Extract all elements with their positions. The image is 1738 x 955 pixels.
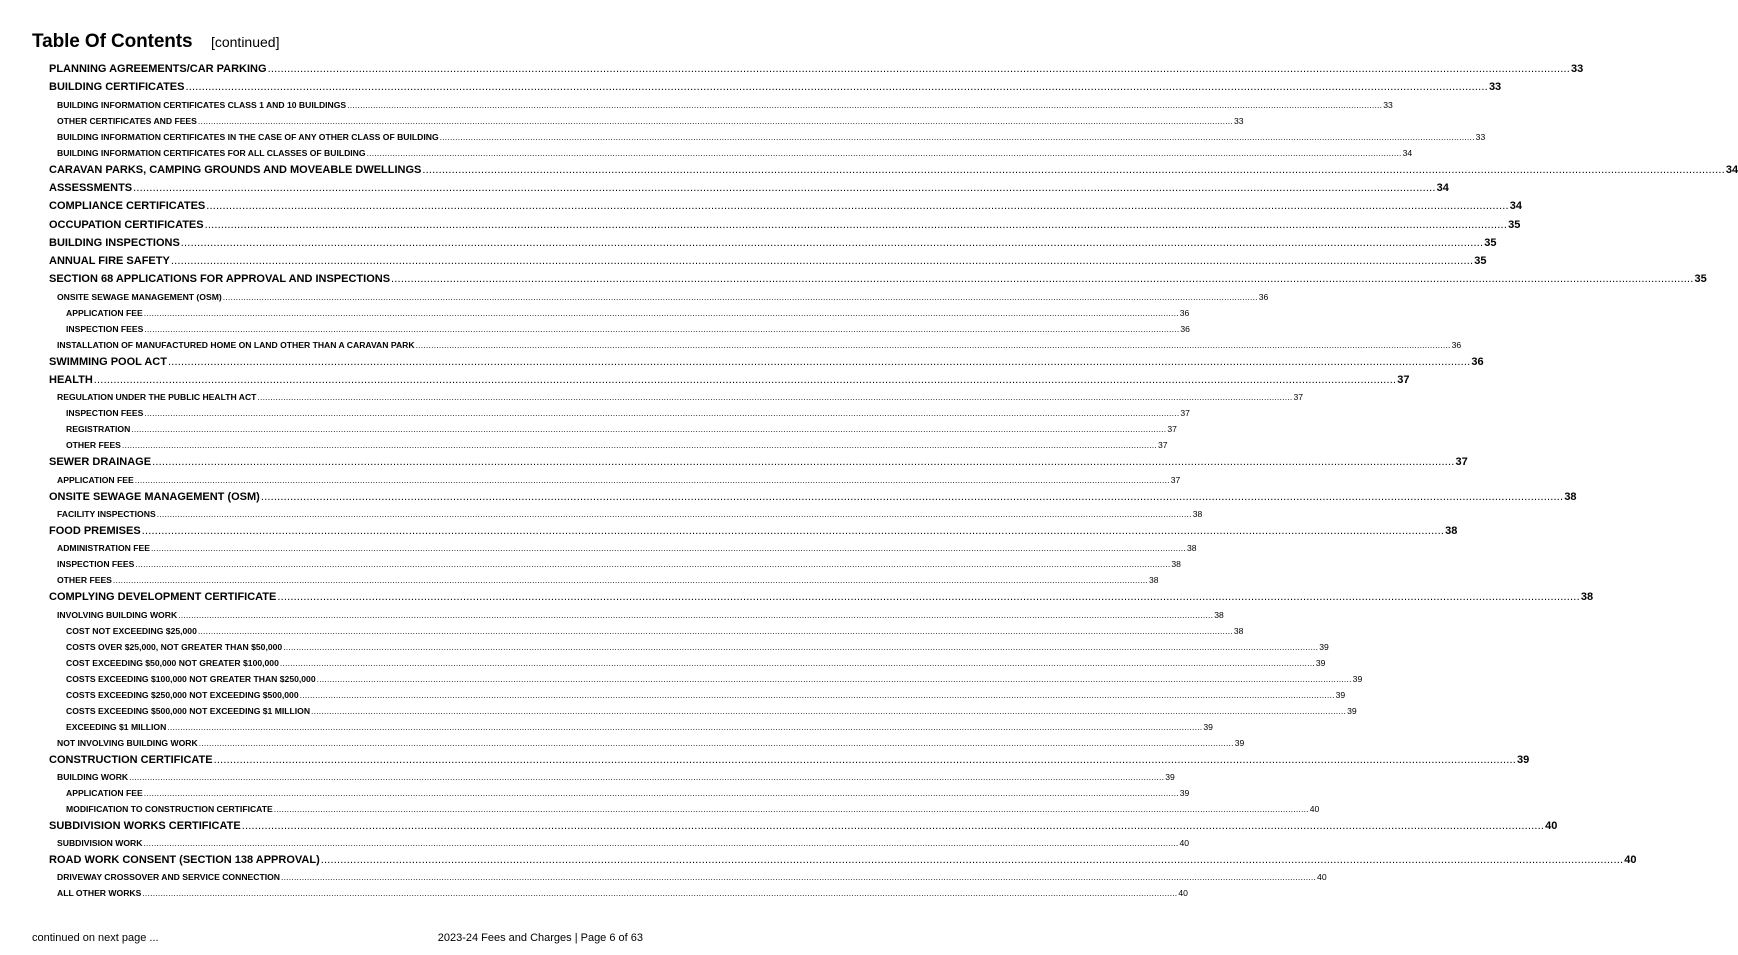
toc-dot-leader: ................................................................................................................................................................................................................................................................................................................................................................................................................ [134,474,1170,485]
page-header [32,31,279,53]
toc-dot-leader: ................................................................................................................................................................................................................................................................................................................................................................................................................ [279,657,1315,668]
toc-entry[interactable] [57,392,1304,403]
toc-dot-leader: ................................................................................................................................................................................................................................................................................................................................................................................................................ [167,355,1471,368]
toc-entry-label: HEALTH [49,374,93,386]
toc-dot-leader: ................................................................................................................................................................................................................................................................................................................................................................................................................ [112,575,1148,586]
toc-entry-label: INVOLVING BUILDING WORK [57,609,178,620]
toc-dot-leader: ................................................................................................................................................................................................................................................................................................................................................................................................................ [144,408,1180,419]
toc-entry[interactable] [57,575,1159,586]
toc-dot-leader: ................................................................................................................................................................................................................................................................................................................................................................................................................ [366,147,1402,158]
toc-entry-page: 35 [1694,273,1707,286]
toc-entry-page: 34 [1725,163,1738,176]
toc-entry-page: 37 [1157,440,1168,451]
toc-entry-label: BUILDING INSPECTIONS [49,236,180,249]
toc-entry[interactable] [57,508,1203,519]
toc-entry-label: REGISTRATION [66,424,131,435]
toc-entry-page: 33 [1571,63,1584,75]
toc-entry[interactable] [66,424,1177,435]
toc-entry-label: APPLICATION FEE [66,307,143,318]
toc-entry[interactable] [57,609,1224,620]
toc-dot-leader: ................................................................................................................................................................................................................................................................................................................................................................................................................ [206,200,1509,213]
toc-entry-label: APPLICATION FEE [57,474,134,485]
toc-entry-label: ASSESSMENTS [49,181,133,194]
toc-entry-page: 39 [1517,753,1530,766]
toc-entry-page: 37 [1397,374,1410,386]
toc-dot-leader: ................................................................................................................................................................................................................................................................................................................................................................................................................ [299,689,1335,700]
toc-dot-leader: ................................................................................................................................................................................................................................................................................................................................................................................................................ [391,273,1694,286]
toc-entry-page: 40 [1178,888,1188,899]
toc-entry-page: 33 [1383,99,1393,110]
toc-entry-page: 33 [1233,115,1244,126]
toc-dot-leader: ................................................................................................................................................................................................................................................................................................................................................................................................................ [197,625,1233,636]
toc-dot-leader: ................................................................................................................................................................................................................................................................................................................................................................................................................ [260,490,1564,503]
toc-entry-page: 37 [1455,456,1468,469]
toc-entry[interactable] [49,181,1449,194]
toc-entry-label: INSPECTION FEES [66,323,144,334]
toc-entry-label: BUILDING INFORMATION CERTIFICATES CLASS 1 AND 10 BUILDINGS [57,99,347,110]
toc-entry[interactable] [66,408,1190,419]
toc-entry-label: DRIVEWAY CROSSOVER AND SERVICE CONNECTION [57,872,280,883]
toc-entry-label: INSTALLATION OF MANUFACTURED HOME ON LAND OTHER THAN A CARAVAN PARK [57,339,415,350]
toc-entry-page: 38 [1445,524,1458,537]
toc-entry-page: 39 [1179,787,1190,798]
toc-entry-label: ONSITE SEWAGE MANAGEMENT (OSM) [49,490,260,503]
toc-entry-label: COSTS OVER $25,000, NOT GREATER THAN $50,000 [66,641,283,652]
toc-entry-label: COSTS EXCEEDING $500,000 NOT EXCEEDING $1 MILLION [66,705,311,716]
toc-dot-leader: ................................................................................................................................................................................................................................................................................................................................................................................................................ [316,673,1352,684]
toc-dot-leader: ................................................................................................................................................................................................................................................................................................................................................................................................................ [283,641,1319,652]
toc-dot-leader: ................................................................................................................................................................................................................................................................................................................................................................................................................ [156,508,1192,519]
footer-continued-note: continued on next page ... [32,932,159,944]
toc-dot-leader: ................................................................................................................................................................................................................................................................................................................................................................................................................ [142,888,1178,899]
toc-entry-page: 37 [1167,424,1177,435]
toc-entry-label: COMPLYING DEVELOPMENT CERTIFICATE [49,591,277,604]
toc-entry-label: ROAD WORK CONSENT (SECTION 138 APPROVAL) [49,854,320,867]
toc-entry-label: INSPECTION FEES [57,559,135,570]
toc-entry-page: 39 [1203,721,1213,732]
toc-entry[interactable] [49,753,1530,766]
toc-dot-leader: ................................................................................................................................................................................................................................................................................................................................................................................................................ [170,255,1474,268]
toc-entry-page: 39 [1352,673,1363,684]
toc-dot-leader: ................................................................................................................................................................................................................................................................................................................................................................................................................ [150,543,1186,554]
toc-entry[interactable] [49,524,1458,537]
toc-entry[interactable] [57,771,1175,782]
toc-entry-page: 33 [1488,81,1502,94]
toc-entry-label: NOT INVOLVING BUILDING WORK [57,737,198,748]
toc-entry[interactable] [57,291,1269,302]
toc-entry[interactable] [57,838,1190,849]
toc-entry-page: 37 [1170,474,1181,485]
toc-dot-leader: ................................................................................................................................................................................................................................................................................................................................................................................................................ [121,440,1157,451]
toc-entry[interactable] [49,218,1521,231]
toc-dot-leader: ................................................................................................................................................................................................................................................................................................................................................................................................................ [281,872,1317,883]
toc-entry[interactable] [57,559,1181,570]
toc-entry-page: 35 [1474,255,1487,268]
toc-entry-label: SWIMMING POOL ACT [49,355,167,368]
toc-dot-leader: ................................................................................................................................................................................................................................................................................................................................................................................................................ [143,787,1179,798]
toc-entry[interactable] [57,131,1486,142]
toc-entry-page: 40 [1624,854,1637,867]
toc-dot-leader: ................................................................................................................................................................................................................................................................................................................................................................................................................ [204,218,1508,231]
toc-entry-page: 36 [1180,323,1190,334]
toc-entry-label: FACILITY INSPECTIONS [57,508,156,519]
toc-entry-label: MODIFICATION TO CONSTRUCTION CERTIFICATE [66,803,273,814]
toc-entry-page: 36 [1179,307,1190,318]
toc-entry-page: 38 [1148,575,1159,586]
toc-dot-leader: ................................................................................................................................................................................................................................................................................................................................................................................................................ [311,705,1347,716]
toc-entry-label: SEWER DRAINAGE [49,456,152,469]
toc-entry[interactable] [66,721,1213,732]
toc-entry-label: PLANNING AGREEMENTS/CAR PARKING [49,63,267,75]
page-title: Table Of Contents [32,31,193,52]
toc-entry-page: 38 [1192,508,1203,519]
toc-entry[interactable] [49,255,1487,268]
toc-dot-leader: ................................................................................................................................................................................................................................................................................................................................................................................................................ [141,524,1445,537]
toc-entry-page: 37 [1180,408,1190,419]
toc-entry[interactable] [66,705,1357,716]
toc-entry[interactable] [49,490,1577,503]
toc-entry-page: 36 [1451,339,1462,350]
toc-dot-leader: ................................................................................................................................................................................................................................................................................................................................................................................................................ [197,115,1233,126]
toc-dot-leader: ................................................................................................................................................................................................................................................................................................................................................................................................................ [198,737,1234,748]
toc-entry-page: 39 [1335,689,1346,700]
toc-entry-label: FOOD PREMISES [49,524,141,537]
toc-dot-leader: ................................................................................................................................................................................................................................................................................................................................................................................................................ [439,131,1475,142]
toc-entry[interactable] [66,673,1363,684]
toc-entry-label: ALL OTHER WORKS [57,888,142,899]
toc-entry-label: BUILDING WORK [57,771,129,782]
page-subtitle: [continued] [210,34,280,50]
toc-entry-page: 35 [1508,218,1521,231]
toc-entry-label: COST NOT EXCEEDING $25,000 [66,625,197,636]
toc-entry-page: 39 [1347,705,1357,716]
toc-entry-page: 38 [1214,609,1224,620]
toc-entry-page: 38 [1580,591,1594,604]
toc-entry-page: 36 [1258,291,1269,302]
toc-dot-leader: ................................................................................................................................................................................................................................................................................................................................................................................................................ [415,339,1451,350]
toc-entry-label: COST EXCEEDING $50,000 NOT GREATER $100,000 [66,657,279,668]
toc-entry-page: 39 [1319,641,1329,652]
toc-entry-label: SECTION 68 APPLICATIONS FOR APPROVAL AND INSPECTIONS [49,273,391,286]
toc-entry[interactable] [66,787,1190,798]
toc-dot-leader: ................................................................................................................................................................................................................................................................................................................................................................................................................ [129,771,1165,782]
toc-entry-page: 37 [1293,392,1304,403]
toc-entry-label: REGULATION UNDER THE PUBLIC HEALTH ACT [57,392,257,403]
toc-entry-page: 39 [1165,771,1175,782]
toc-dot-leader: ................................................................................................................................................................................................................................................................................................................................................................................................................ [135,559,1171,570]
toc-dot-leader: ................................................................................................................................................................................................................................................................................................................................................................................................................ [144,323,1180,334]
toc-entry-label: ONSITE SEWAGE MANAGEMENT (OSM) [57,291,222,302]
toc-entry[interactable] [49,355,1484,368]
toc-entry[interactable] [66,625,1244,636]
toc-entry[interactable] [49,163,1738,176]
toc-dot-leader: ................................................................................................................................................................................................................................................................................................................................................................................................................ [167,721,1203,732]
toc-entry-label: ADMINISTRATION FEE [57,543,150,554]
toc-entry-page: 38 [1171,559,1181,570]
toc-entry-page: 40 [1309,803,1320,814]
toc-entry-label: COSTS EXCEEDING $100,000 NOT GREATER THAN $250,000 [66,673,316,684]
toc-dot-leader: ................................................................................................................................................................................................................................................................................................................................................................................................................ [222,291,1258,302]
toc-entry[interactable] [57,474,1181,485]
toc-dot-leader: ................................................................................................................................................................................................................................................................................................................................................................................................................ [267,63,1571,75]
toc-entry-label: CARAVAN PARKS, CAMPING GROUNDS AND MOVEABLE DWELLINGS [49,163,422,176]
toc-entry-page: 40 [1179,838,1190,849]
toc-dot-leader: ................................................................................................................................................................................................................................................................................................................................................................................................................ [257,392,1293,403]
toc-entry[interactable] [66,689,1346,700]
toc-entry-page: 33 [1475,131,1486,142]
toc-entry[interactable] [66,641,1329,652]
toc-entry-label: INSPECTION FEES [66,408,144,419]
toc-entry-page: 39 [1315,657,1326,668]
toc-entry-label: EXCEEDING $1 MILLION [66,721,167,732]
toc-entry[interactable] [49,374,1410,386]
toc-entry-label: APPLICATION FEE [66,787,143,798]
toc-entry[interactable] [66,440,1168,451]
toc-entry[interactable] [49,63,1584,75]
toc-entry[interactable] [66,323,1190,334]
toc-entry-label: COMPLIANCE CERTIFICATES [49,200,206,213]
toc-dot-leader: ................................................................................................................................................................................................................................................................................................................................................................................................................ [185,81,1488,94]
footer-page-info: 2023-24 Fees and Charges | Page 6 of 63 [437,932,643,944]
toc-entry[interactable] [49,236,1497,249]
toc-entry-label: BUILDING INFORMATION CERTIFICATES IN THE CASE OF ANY OTHER CLASS OF BUILDING [57,131,439,142]
toc-entry[interactable] [49,456,1468,469]
toc-entry[interactable] [49,273,1707,286]
toc-entry-label: SUBDIVISION WORKS CERTIFICATE [49,819,241,832]
toc-entry[interactable] [49,591,1594,604]
toc-entry-page: 34 [1509,200,1522,213]
toc-entry-label: COSTS EXCEEDING $250,000 NOT EXCEEDING $500,000 [66,689,299,700]
toc-dot-leader: ................................................................................................................................................................................................................................................................................................................................................................................................................ [422,163,1725,176]
toc-entry[interactable] [49,81,1502,94]
toc-dot-leader: ................................................................................................................................................................................................................................................................................................................................................................................................................ [273,803,1309,814]
toc-entry-page: 35 [1484,236,1497,249]
toc-dot-leader: ................................................................................................................................................................................................................................................................................................................................................................................................................ [133,181,1436,194]
toc-entry[interactable] [49,854,1637,867]
toc-entry-page: 40 [1545,819,1558,832]
toc-dot-leader: ................................................................................................................................................................................................................................................................................................................................................................................................................ [241,819,1545,832]
toc-entry-label: OCCUPATION CERTIFICATES [49,218,204,231]
toc-entry[interactable] [57,872,1327,883]
toc-dot-leader: ................................................................................................................................................................................................................................................................................................................................................................................................................ [277,591,1580,604]
toc-entry[interactable] [66,803,1320,814]
toc-entry[interactable] [57,543,1197,554]
toc-dot-leader: ................................................................................................................................................................................................................................................................................................................................................................................................................ [131,424,1167,435]
toc-entry[interactable] [57,737,1245,748]
toc-entry-page: 38 [1186,543,1197,554]
toc-entry[interactable] [49,200,1522,213]
toc-entry-page: 34 [1436,181,1449,194]
toc-entry[interactable] [57,888,1188,899]
toc-entry-page: 38 [1233,625,1244,636]
toc-entry-label: BUILDING CERTIFICATES [49,81,185,94]
toc-entry[interactable] [57,147,1413,158]
toc-entry[interactable] [57,115,1244,126]
toc-entry-page: 34 [1402,147,1413,158]
toc-entry-label: CONSTRUCTION CERTIFICATE [49,753,213,766]
toc-entry-page: 36 [1471,355,1484,368]
toc-entry[interactable] [49,819,1558,832]
toc-entry-label: OTHER FEES [66,440,121,451]
toc-dot-leader: ................................................................................................................................................................................................................................................................................................................................................................................................................ [143,838,1179,849]
toc-entry-label: SUBDIVISION WORK [57,838,143,849]
toc-dot-leader: ................................................................................................................................................................................................................................................................................................................................................................................................................ [320,854,1624,867]
toc-entry-page: 39 [1234,737,1245,748]
toc-entry[interactable] [57,99,1393,110]
toc-dot-leader: ................................................................................................................................................................................................................................................................................................................................................................................................................ [143,307,1179,318]
toc-dot-leader: ................................................................................................................................................................................................................................................................................................................................................................................................................ [213,753,1517,766]
toc-entry-label: ANNUAL FIRE SAFETY [49,255,170,268]
toc-entry[interactable] [66,657,1326,668]
toc-dot-leader: ................................................................................................................................................................................................................................................................................................................................................................................................................ [180,236,1484,249]
toc-dot-leader: ................................................................................................................................................................................................................................................................................................................................................................................................................ [93,374,1397,386]
toc-entry-page: 38 [1564,490,1577,503]
toc-dot-leader: ................................................................................................................................................................................................................................................................................................................................................................................................................ [347,99,1383,110]
toc-entry[interactable] [66,307,1190,318]
toc-entry-label: BUILDING INFORMATION CERTIFICATES FOR ALL CLASSES OF BUILDING [57,147,366,158]
toc-entry-page: 40 [1317,872,1327,883]
toc-entry-label: OTHER CERTIFICATES AND FEES [57,115,197,126]
toc-entry-label: OTHER FEES [57,575,112,586]
toc-dot-leader: ................................................................................................................................................................................................................................................................................................................................................................................................................ [152,456,1455,469]
toc-dot-leader: ................................................................................................................................................................................................................................................................................................................................................................................................................ [178,609,1214,620]
toc-entry[interactable] [57,339,1462,350]
